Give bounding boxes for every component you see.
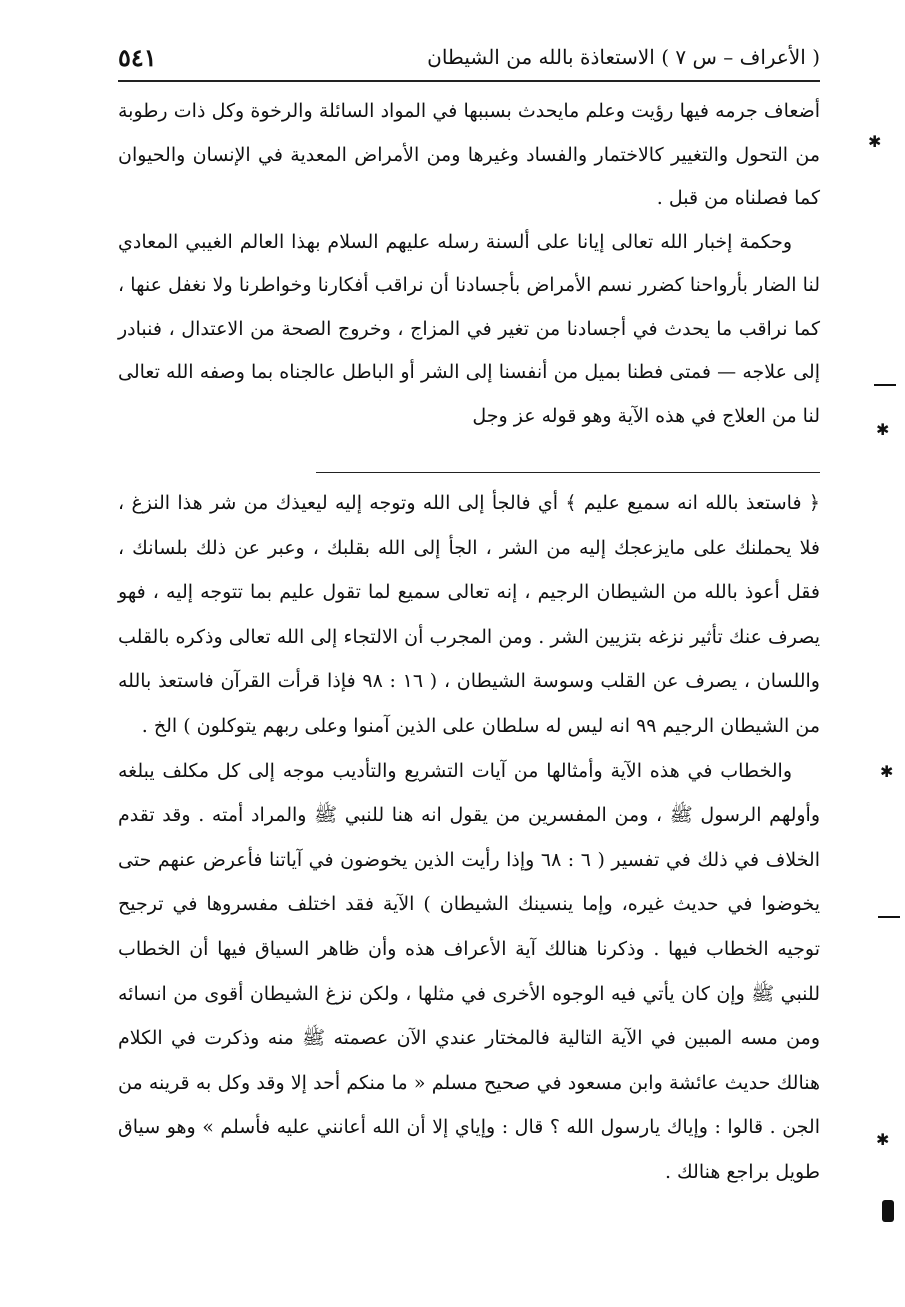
margin-dash (878, 916, 900, 918)
running-title: ( الأعراف – س ٧ ) الاستعاذة بالله من الشيطان (427, 45, 820, 69)
page-number: ٥٤١ (118, 42, 157, 72)
commentary-paragraph-1: ﴿ فاستعذ بالله انه سميع عليم ﴾ أي فالجأ إلى الله وتوجه إليه ليعيذك من شر هذا النزغ ، فلا يحملنك على مايزعجك إليه من الشر ، الجأ إلى الله بقلبك ، وعبر عن ذلك بلسانك ، فقل أعوذ بالله من الشيطان الرجيم ، إنه تعالى سميع لما تقول عليم بما تتوجه إليه ، فهو يصرف عنك تأثير نزغه بتزيين الشر . ومن المجرب أن الالتجاء إلى الله تعالى وذكره بالقلب واللسان ، يصرف عن القلب وسوسة الشيطان ، ( ١٦ : ٩٨ فإذا قرأت القرآن فاستعذ بالله من الشيطان الرجيم ٩٩ انه ليس له سلطان على الذين آمنوا وعلى ربهم يتوكلون ) الخ . (118, 492, 820, 737)
main-text (118, 90, 820, 438)
section-rule (316, 472, 820, 473)
margin-blot (882, 1200, 894, 1222)
main-paragraph-2: وحكمة إخبار الله تعالى إيانا على ألسنة رسله عليهم السلام بهذا العالم الغيبي المعادي لنا الضار بأرواحنا كضرر نسم الأمراض بأجسادنا أن نراقب أفكارنا وخواطرنا ولا نغفل عنها ، كما نراقب ما يحدث في أجسادنا من تغير في المزاج ، وخروج الصحة من الاعتدال ، فنبادر إلى علاجه — فمتى فطنا بميل من أنفسنا إلى الشر أو الباطل عالجناه بما وصفه الله تعالى لنا من العلاج في هذه الآية وهو قوله عز وجل (118, 230, 820, 427)
main-paragraph-1: أضعاف جرمه فيها رؤيت وعلم مايحدث بسببها في المواد السائلة والرخوة وكل ذات رطوبة من التحول والتغيير كالاختمار والفساد وغيرها ومن الأمراض المعدية في الإنسان والحيوان كما فصلناه من قبل . (118, 100, 820, 209)
commentary-text (118, 481, 820, 1195)
margin-mark: ✱ (876, 420, 890, 439)
margin-mark: ✱ (868, 132, 882, 151)
margin-mark: ✱ (880, 762, 894, 781)
header-rule (118, 80, 820, 82)
margin-dash (874, 384, 896, 386)
margin-mark: ✱ (876, 1130, 890, 1149)
commentary-paragraph-2: والخطاب في هذه الآية وأمثالها من آيات التشريع والتأديب موجه إلى كل مكلف يبلغه وأولهم الرسول ﷺ ، ومن المفسرين من يقول انه هنا للنبي ﷺ والمراد أمته . وقد تقدم الخلاف في ذلك في تفسير ( ٦ : ٦٨ وإذا رأيت الذين يخوضون في آياتنا فأعرض عنهم حتى يخوضوا في حديث غيره، وإما ينسينك الشيطان ) الآية فقد اختلف مفسروها في ترجيح توجيه الخطاب فيها . وذكرنا هنالك آية الأعراف هذه وأن ظاهر السياق فيها أن الخطاب للنبي ﷺ وإن كان يأتي فيه الوجوه الأخرى في مثلها ، ولكن نزغ الشيطان أقوى من انسائه ومن مسه المبين في الآية التالية فالمختار عندي الآن عصمته ﷺ منه وذكرت في الكلام هنالك حديث عائشة وابن مسعود في صحيح مسلم « ما منكم أحد إلا وقد وكل به قرينه من الجن . قالوا : وإياك يارسول الله ؟ قال : وإياي إلا أن الله أعانني عليه فأسلم » وهو سياق طويل براجع هنالك . (118, 759, 820, 1183)
page-header (118, 36, 820, 78)
